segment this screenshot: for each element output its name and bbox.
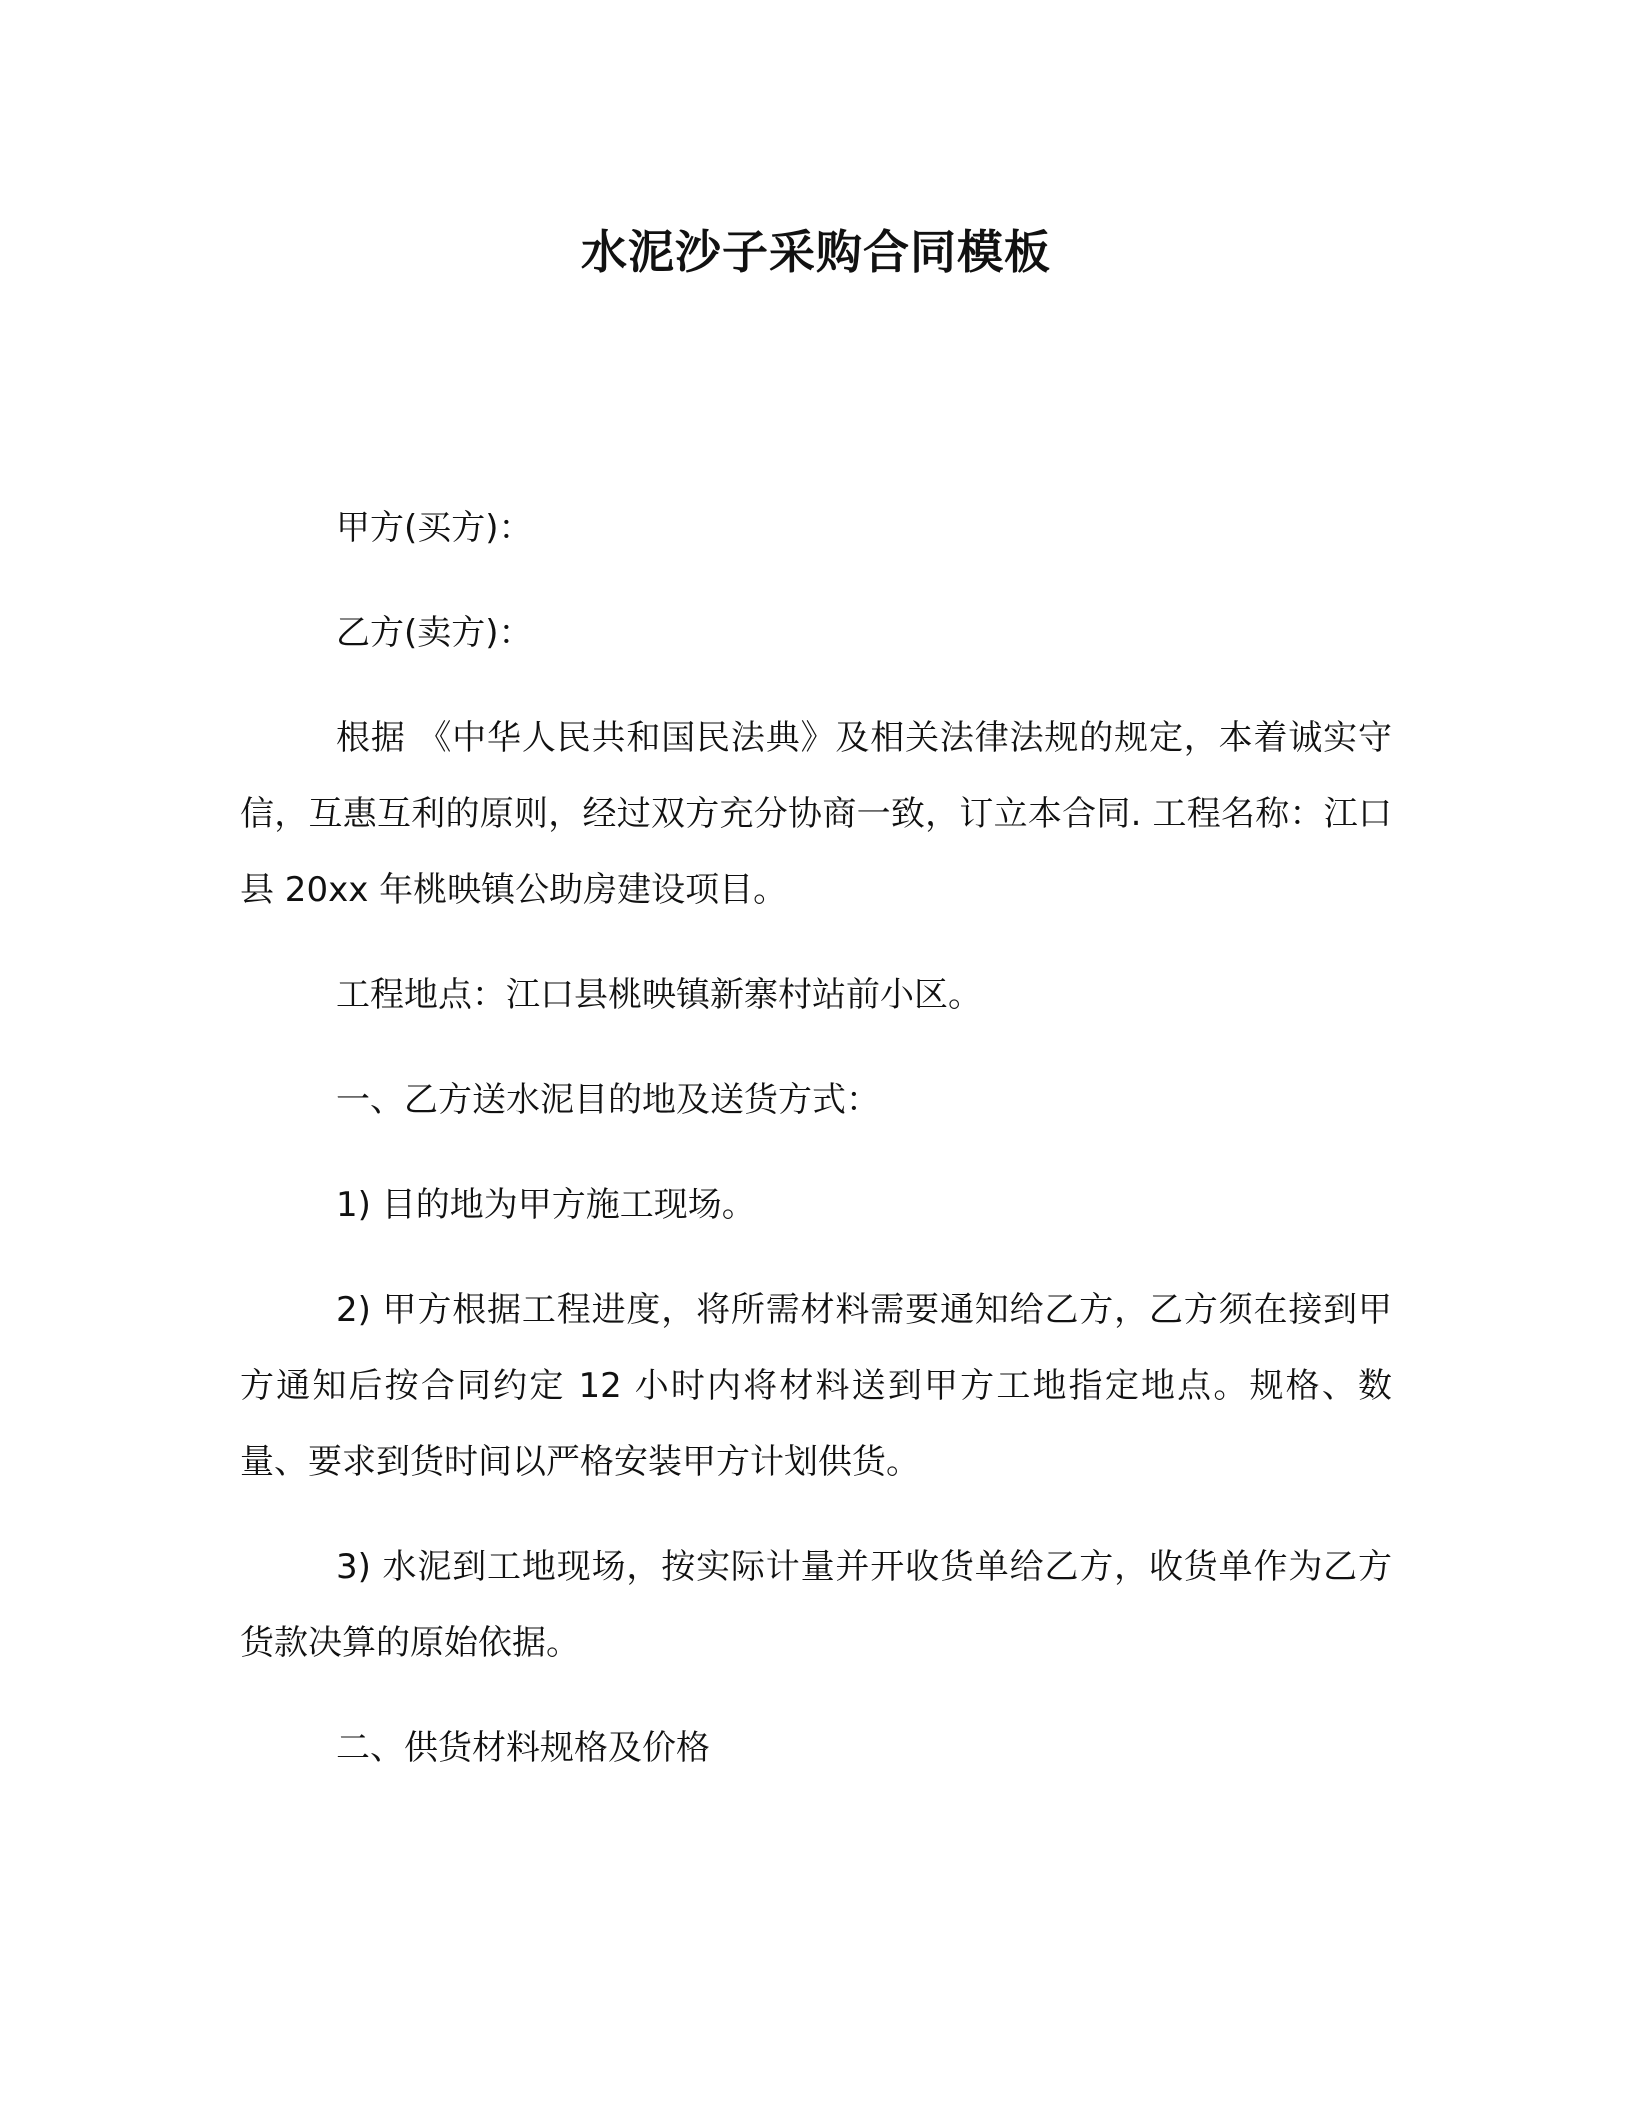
section-two-heading: 二、供货材料规格及价格 [336, 1728, 710, 1768]
document-title: 水泥沙子采购合同模板 [581, 225, 1051, 279]
party-a-line: 甲方(买方)： [336, 508, 533, 548]
party-b-line: 乙方(卖方)： [336, 613, 533, 653]
section-one-heading: 一、乙方送水泥目的地及送货方式： [336, 1080, 880, 1120]
clause-3: 3) 水泥到工地现场，按实际计量并开收货单给乙方，收货单作为乙方货款决算的原始依据。 [240, 1547, 1392, 1663]
document-body [240, 490, 1392, 1815]
clause-2: 2) 甲方根据工程进度，将所需材料需要通知给乙方，乙方须在接到甲方通知后按合同约定 12 小时内将材料送到甲方工地指定地点。规格、数量、要求到货时间以严格安装甲方计划供货。 [240, 1290, 1392, 1482]
clause-1: 1) 目的地为甲方施工现场。 [336, 1185, 756, 1225]
preamble-paragraph: 根据 《中华人民共和国民法典》及相关法律法规的规定，本着诚实守信，互惠互利的原则，经过双方充分协商一致，订立本合同. 工程名称：江口县 20xx 年桃映镇公助房建设项目。 [240, 718, 1392, 910]
project-location-line: 工程地点：江口县桃映镇新寨村站前小区。 [336, 975, 982, 1015]
